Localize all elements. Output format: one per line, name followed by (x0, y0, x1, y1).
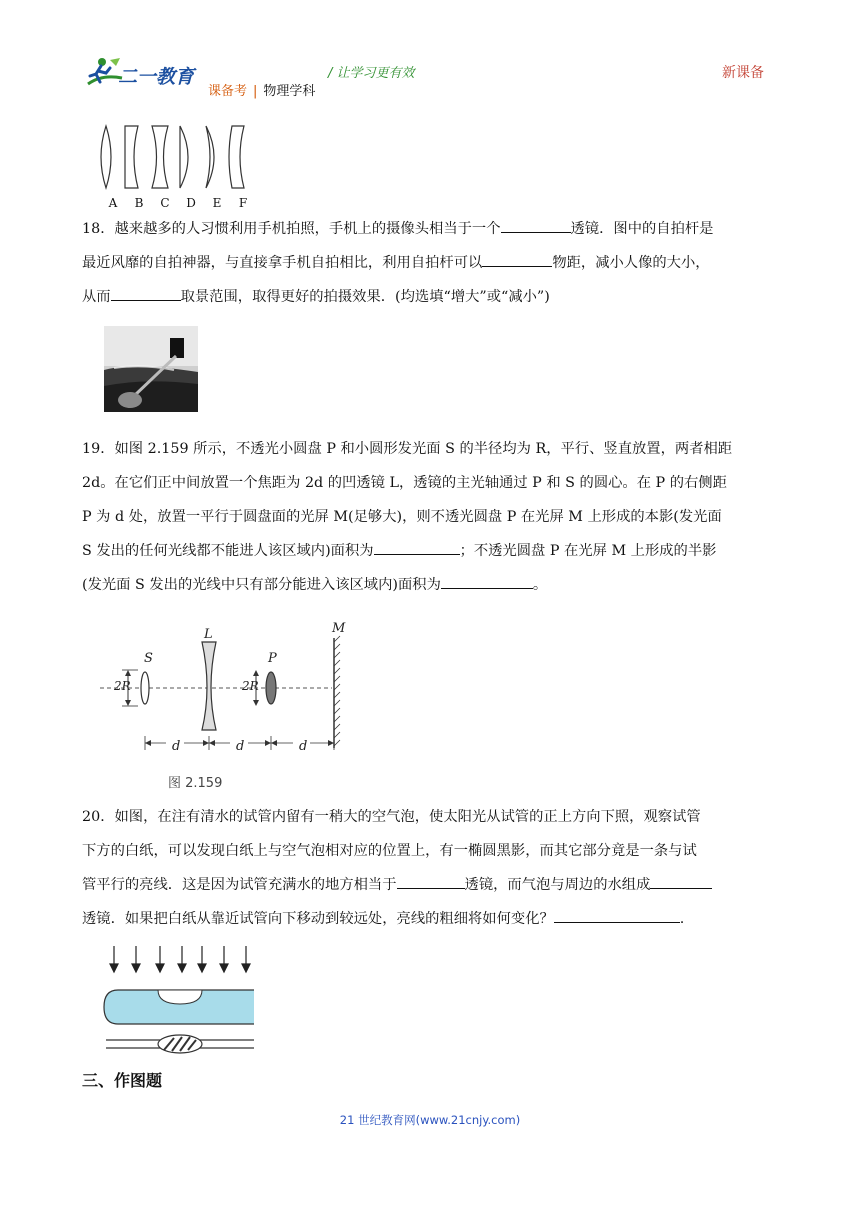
header-subtitle (208, 80, 315, 99)
logo-text: 二一教育 (118, 66, 195, 88)
lens-shapes-figure (98, 124, 258, 194)
fig-label-s: S (144, 651, 153, 666)
header-sub-sep: | (253, 84, 258, 99)
q19-blank-2[interactable] (441, 574, 533, 589)
q19-line1: 19．如图 2.159 所示，不透光小圆盘 P 和小圆形发光面 S 的半径均为 R，平行、竖直放置，两者相距 (82, 441, 733, 457)
q19-line5: (发光面 S 发出的光线中只有部分能进入该区域内)面积为 。 (82, 568, 782, 602)
lens-label-e: E (212, 196, 222, 210)
lens-label-c: C (160, 196, 170, 210)
q19-blank-1[interactable] (374, 540, 460, 555)
question-18 (82, 212, 782, 314)
lens-label-a: A (108, 196, 118, 210)
q20-line3: 管平行的亮线．这是因为试管充满水的地方相当于 透镜，而气泡与周边的水组成 (82, 868, 782, 902)
question-20 (82, 800, 782, 936)
fig-label-2r-left: 2R (114, 679, 131, 693)
test-tube-figure (100, 944, 256, 1056)
fig-label-d3: d (299, 739, 308, 754)
fig-label-d2: d (236, 739, 245, 754)
q18-line2: 最近风靡的自拍神器，与直接拿手机自拍相比，利用自拍杆可以 物距，减小人像的大小， (82, 246, 782, 280)
header-sub-left: 课备考 (208, 84, 248, 99)
q19-line2: 2d。在它们正中间放置一个焦距为 2d 的凹透镜 L，透镜的主光轴通过 P 和 S 的圆心。在 P 的右侧距 (82, 475, 727, 491)
header (0, 0, 860, 110)
fig-label-2r-right: 2R (242, 679, 259, 693)
selfie-stick-photo (104, 326, 198, 412)
q20-blank-1[interactable] (397, 874, 465, 889)
q20-line4: 透镜．如果把白纸从靠近试管向下移动到较远处，亮线的粗细将如何变化？ . (82, 902, 782, 936)
lens-label-f: F (238, 196, 248, 210)
q20-line2: 下方的白纸，可以发现白纸上与空气泡相对应的位置上，有一椭圆黑影，而其它部分竟是一条与试 (82, 843, 697, 859)
section-3-title: 三、作图题 (82, 1071, 163, 1090)
lens-label-d: D (186, 196, 196, 210)
q18-line1: 18．越来越多的人习惯利用手机拍照，手机上的摄像头相当于一个 透镜．图中的自拍杆是 (82, 212, 782, 246)
q18-line3: 从而 取景范围，取得更好的拍摄效果．(均选填“增大”或“减小”) (82, 280, 782, 314)
question-19 (82, 432, 782, 602)
header-right-label: 新课备 (722, 65, 764, 81)
fig-label-p: P (268, 651, 277, 666)
q18-blank-1[interactable] (501, 218, 571, 233)
q18-blank-3[interactable] (111, 286, 181, 301)
fig-label-d1: d (172, 739, 181, 754)
lens-labels (100, 196, 256, 210)
q19-line4: S 发出的任何光线都不能进人该区域内)面积为 ；不透光圆盘 P 在光屏 M 上形成的半影 (82, 534, 782, 568)
q19-line3: P 为 d 处，放置一平行于圆盘面的光屏 M(足够大)，则不透光圆盘 P 在光屏 M 上形成的本影(发光面 (82, 509, 722, 525)
q18-blank-2[interactable] (482, 252, 552, 267)
fig-label-l: L (204, 627, 213, 642)
header-slogan: / 让学习更有效 (328, 66, 415, 81)
lens-label-b: B (134, 196, 144, 210)
sunlight-arrows (110, 946, 250, 972)
q20-line1: 20．如图，在注有清水的试管内留有一稍大的空气泡，使太阳光从试管的正上方向下照，观察试管 (82, 809, 701, 825)
figure-2-159-caption: 图 2.159 (168, 776, 223, 791)
q20-blank-3[interactable] (554, 908, 680, 923)
header-sub-right: 物理学科 (263, 84, 316, 99)
footer-site[interactable]: 21 世纪教育网(www.21cnjy.com) (339, 1113, 521, 1127)
figure-2-159 (98, 618, 358, 798)
q20-blank-2[interactable] (650, 874, 712, 889)
fig-label-m: M (332, 621, 346, 636)
